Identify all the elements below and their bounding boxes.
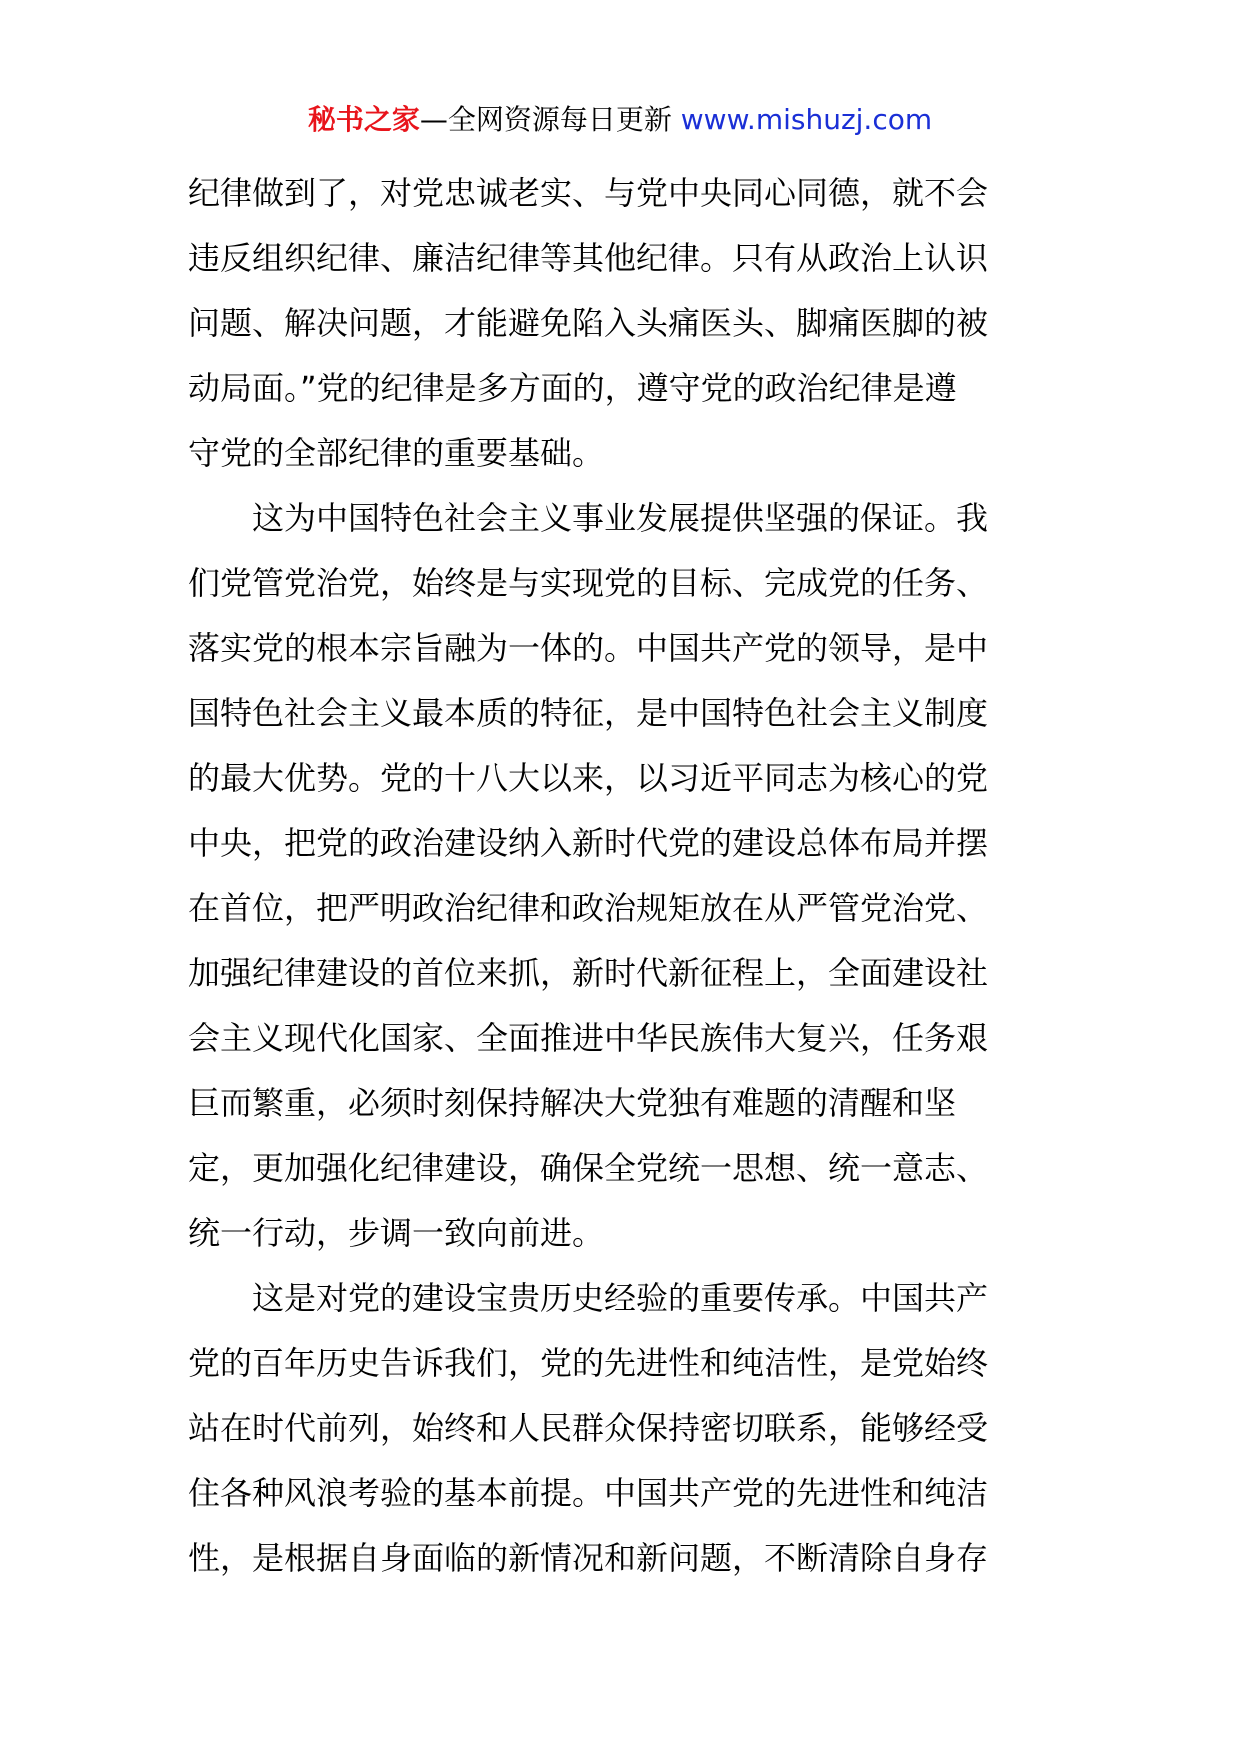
text-line: 党的百年历史告诉我们，党的先进性和纯洁性，是党始终 bbox=[188, 1344, 989, 1382]
text-line: 住各种风浪考验的基本前提。中国共产党的先进性和纯洁 bbox=[188, 1474, 989, 1512]
text-line: 在首位，把严明政治纪律和政治规矩放在从严管党治党、 bbox=[188, 889, 989, 927]
document-body bbox=[188, 161, 1058, 1591]
text-line: 国特色社会主义最本质的特征，是中国特色社会主义制度 bbox=[188, 694, 989, 732]
text-line: 会主义现代化国家、全面推进中华民族伟大复兴，任务艰 bbox=[188, 1019, 989, 1057]
text-line: 的最大优势。党的十八大以来，以习近平同志为核心的党 bbox=[188, 759, 989, 797]
page-header bbox=[0, 100, 1240, 140]
text-line: 违反组织纪律、廉洁纪律等其他纪律。只有从政治上认识 bbox=[188, 239, 989, 277]
text-line: 纪律做到了，对党忠诚老实、与党中央同心同德，就不会 bbox=[188, 174, 989, 212]
text-line: 巨而繁重，必须时刻保持解决大党独有难题的清醒和坚 bbox=[188, 1084, 957, 1122]
header-tagline: —全网资源每日更新 bbox=[419, 103, 681, 136]
text-line: 守党的全部纪律的重要基础。 bbox=[188, 434, 605, 472]
text-line: 性，是根据自身面临的新情况和新问题，不断清除自身存 bbox=[188, 1539, 989, 1577]
text-line: 这为中国特色社会主义事业发展提供坚强的保证。我 bbox=[188, 499, 989, 537]
brand-name: 秘书之家 bbox=[307, 103, 420, 136]
text-line: 落实党的根本宗旨融为一体的。中国共产党的领导，是中 bbox=[188, 629, 989, 667]
text-line: 中央，把党的政治建设纳入新时代党的建设总体布局并摆 bbox=[188, 824, 989, 862]
site-link[interactable]: www.mishuzj.com bbox=[680, 103, 933, 136]
text-line: 加强纪律建设的首位来抓，新时代新征程上，全面建设社 bbox=[188, 954, 989, 992]
text-line: 这是对党的建设宝贵历史经验的重要传承。中国共产 bbox=[188, 1279, 989, 1317]
text-line: 站在时代前列，始终和人民群众保持密切联系，能够经受 bbox=[188, 1409, 989, 1447]
text-line: 问题、解决问题，才能避免陷入头痛医头、脚痛医脚的被 bbox=[188, 304, 989, 342]
text-line: 统一行动，步调一致向前进。 bbox=[188, 1214, 605, 1252]
text-line: 们党管党治党，始终是与实现党的目标、完成党的任务、 bbox=[188, 564, 989, 602]
text-line: 动局面。”党的纪律是多方面的，遵守党的政治纪律是遵 bbox=[188, 369, 957, 407]
text-line: 定，更加强化纪律建设，确保全党统一思想、统一意志、 bbox=[188, 1149, 989, 1187]
